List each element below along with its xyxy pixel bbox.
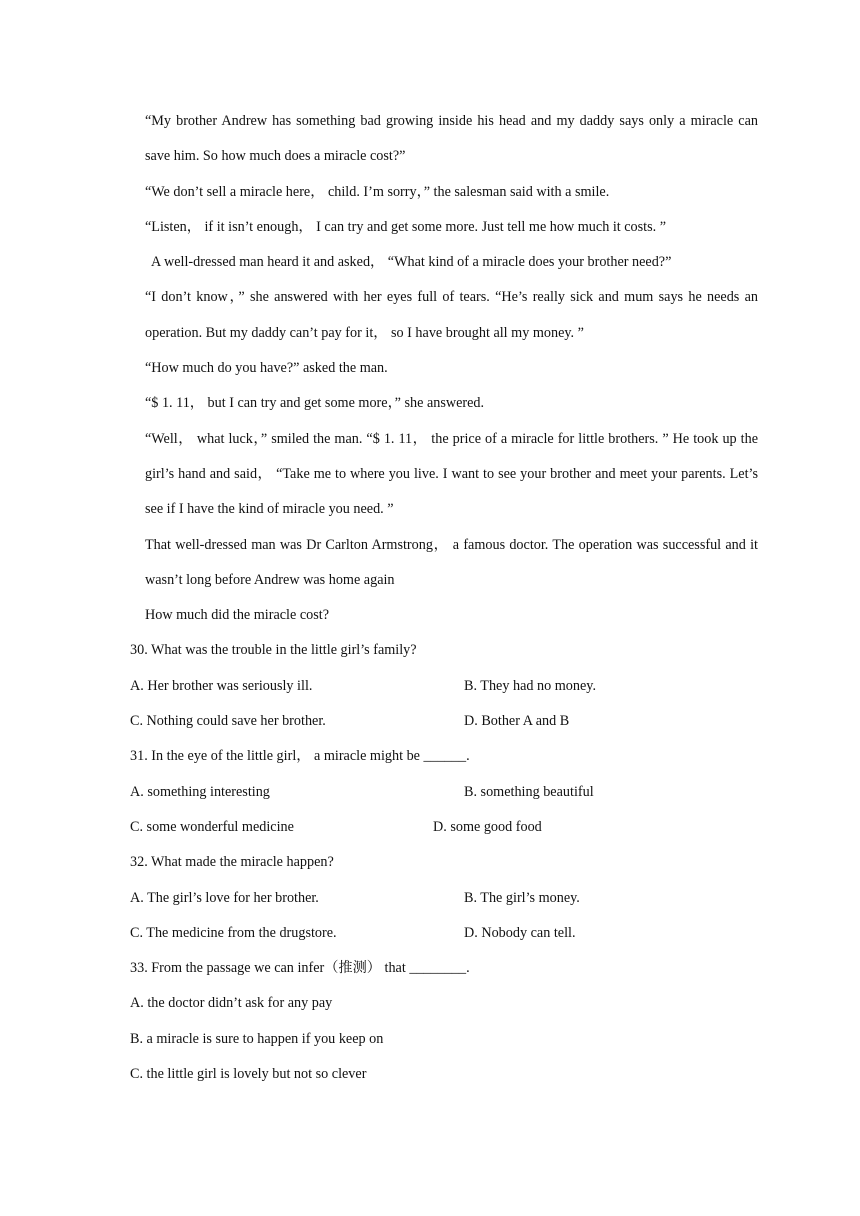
question-stem: 30. What was the trouble in the little girl’s family? bbox=[130, 642, 417, 659]
passage-paragraph: A well-dressed man heard it and asked， “What kind of a miracle does your brother need?” bbox=[151, 254, 672, 271]
exam-page bbox=[130, 104, 758, 1092]
option-b: B. something beautiful bbox=[464, 783, 594, 800]
question-stem: 32. What made the miracle happen? bbox=[130, 854, 334, 871]
option-c: C. some wonderful medicine bbox=[130, 818, 294, 835]
option-c: C. The medicine from the drugstore. bbox=[130, 924, 337, 941]
question-stem: 31. In the eye of the little girl， a miracle might be ______. bbox=[130, 748, 470, 765]
passage-paragraph: “Well， what luck，” smiled the man. “$ 1. 11， the price of a miracle for little brothers. ” He took up the girl’s hand and said， “Take me to where you live. I want to see your brother and meet your parents. Let’s see if I have the kind of miracle you need. ” bbox=[145, 430, 758, 518]
passage-paragraph: “My brother Andrew has something bad growing inside his head and my daddy says only a miracle can save him. So how much does a miracle cost?” bbox=[145, 113, 758, 165]
option-row bbox=[130, 775, 758, 810]
option-d: D. some good food bbox=[433, 818, 542, 835]
passage-paragraph: “Listen， if it isn’t enough， I can try and get some more. Just tell me how much it costs. ” bbox=[145, 218, 667, 235]
option-row bbox=[130, 916, 758, 951]
option-a: A. Her brother was seriously ill. bbox=[130, 677, 313, 694]
option-row bbox=[130, 881, 758, 916]
option-b: B. They had no money. bbox=[464, 677, 597, 694]
option-d: D. Bother A and B bbox=[464, 713, 570, 730]
option-b: B. a miracle is sure to happen if you keep on bbox=[130, 1030, 384, 1047]
option-b: B. The girl’s money. bbox=[464, 889, 580, 906]
passage-paragraph: How much did the miracle cost? bbox=[145, 607, 329, 624]
question-stem: 33. From the passage we can infer（推测） that ________. bbox=[130, 960, 470, 977]
option-row bbox=[130, 669, 758, 704]
passage-paragraph: “We don’t sell a miracle here， child. I’m sorry，” the salesman said with a smile. bbox=[145, 183, 610, 200]
option-a: A. The girl’s love for her brother. bbox=[130, 889, 319, 906]
option-d: D. Nobody can tell. bbox=[464, 924, 576, 941]
option-a: A. the doctor didn’t ask for any pay bbox=[130, 995, 333, 1012]
option-a: A. something interesting bbox=[130, 783, 270, 800]
passage-paragraph: “$ 1. 11， but I can try and get some more，” she answered. bbox=[145, 395, 485, 412]
option-c: C. the little girl is lovely but not so clever bbox=[130, 1066, 367, 1083]
option-row bbox=[130, 810, 758, 845]
passage-paragraph: That well-dressed man was Dr Carlton Armstrong， a famous doctor. The operation was successful and it wasn’t long before Andrew was home again bbox=[145, 536, 758, 588]
passage-paragraph: “How much do you have?” asked the man. bbox=[145, 360, 388, 377]
passage-paragraph: “I don’t know，” she answered with her eyes full of tears. “He’s really sick and mum says he needs an operation. But my daddy can’t pay for it， so I have brought all my money. ” bbox=[145, 289, 758, 341]
option-c: C. Nothing could save her brother. bbox=[130, 713, 326, 730]
option-row bbox=[130, 704, 758, 739]
